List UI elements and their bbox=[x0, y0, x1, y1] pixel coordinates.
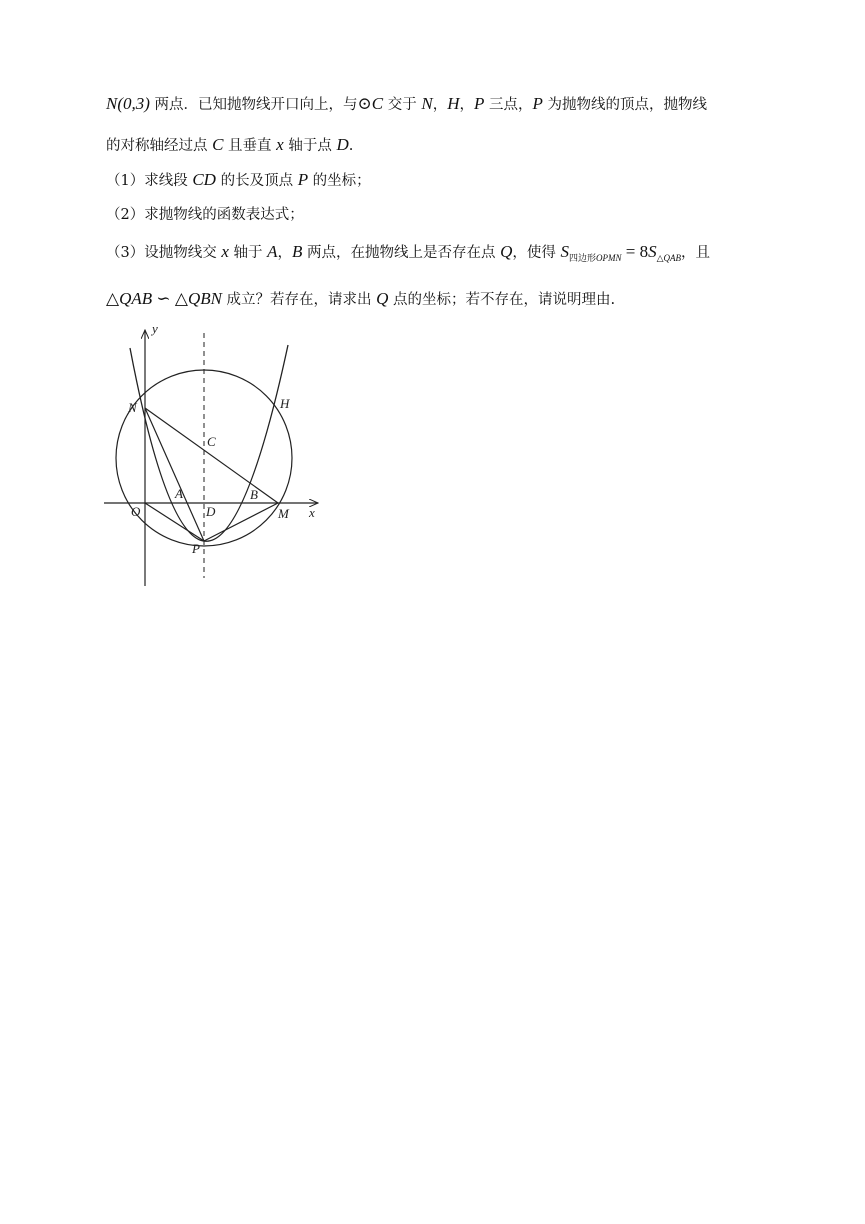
sub-cn: 四边形 bbox=[569, 253, 597, 263]
text: 设抛物线交 bbox=[144, 245, 222, 261]
label-a: A bbox=[175, 486, 183, 501]
label-x: x bbox=[309, 505, 315, 520]
n-point-text: N(0,3) bbox=[106, 94, 150, 113]
text: 两点．已知抛物线开口向上，与 bbox=[149, 97, 358, 113]
label-b: B bbox=[250, 487, 258, 502]
text: 三点， bbox=[484, 97, 533, 113]
text: ，使得 bbox=[512, 245, 561, 261]
var-h: H bbox=[447, 94, 460, 113]
label-c: C bbox=[207, 434, 216, 449]
label-y: y bbox=[152, 321, 158, 336]
var-d: D bbox=[336, 135, 349, 154]
var-b: B bbox=[292, 242, 303, 261]
var-x: x bbox=[276, 135, 284, 154]
question-number: （2） bbox=[106, 207, 145, 223]
text: 交于 bbox=[383, 97, 422, 113]
text: 求线段 bbox=[144, 173, 193, 189]
segment-nm bbox=[145, 408, 278, 503]
text: . bbox=[348, 138, 354, 154]
triangle-qbn: △QBN bbox=[174, 289, 222, 308]
text: 轴于点 bbox=[283, 138, 337, 154]
text: 成立？若存在，请求出 bbox=[221, 292, 377, 308]
circle-symbol: ⊙ bbox=[357, 94, 372, 113]
text: 为抛物线的顶点，抛物线 bbox=[542, 97, 707, 113]
var-c: C bbox=[212, 135, 224, 154]
var-p: P bbox=[297, 170, 309, 189]
var-c: C bbox=[371, 94, 384, 113]
var-cd: CD bbox=[192, 170, 216, 189]
var-n: N bbox=[421, 94, 433, 113]
text: ， bbox=[432, 97, 448, 113]
var-a: A bbox=[267, 242, 278, 261]
text: 点的坐标；若不存在，请说明理由. bbox=[388, 292, 616, 308]
sub-tri: △ bbox=[656, 253, 664, 263]
similar-symbol: ∽ bbox=[152, 289, 175, 308]
question-number: （3） bbox=[106, 245, 145, 261]
text: 的长及顶点 bbox=[215, 173, 298, 189]
label-d: D bbox=[206, 504, 216, 519]
area-s1: S bbox=[560, 242, 569, 261]
sub-it: QAB bbox=[663, 253, 682, 263]
var-p: P bbox=[473, 94, 485, 113]
segment-np bbox=[145, 408, 204, 541]
text: 轴于 bbox=[228, 245, 268, 261]
var-x: x bbox=[221, 242, 229, 261]
text: ， bbox=[277, 245, 292, 261]
label-h: H bbox=[280, 396, 290, 411]
text: ， bbox=[459, 97, 474, 113]
sub-it: OPMN bbox=[596, 253, 622, 263]
var-p: P bbox=[532, 94, 543, 113]
text: 两点，在抛物线上是否存在点 bbox=[302, 245, 501, 261]
text: ，且 bbox=[681, 245, 711, 261]
question-number: （1） bbox=[106, 173, 145, 189]
label-m: M bbox=[278, 506, 289, 521]
text: 求抛物线的函数表达式； bbox=[144, 207, 304, 223]
area-s2: S bbox=[648, 242, 657, 261]
text: 的对称轴经过点 bbox=[106, 138, 213, 154]
text: 且垂直 bbox=[223, 138, 277, 154]
var-q: Q bbox=[376, 289, 389, 308]
equals-8: = 8 bbox=[621, 242, 649, 261]
label-n: N bbox=[128, 400, 137, 415]
var-q: Q bbox=[500, 242, 513, 261]
text: 的坐标； bbox=[308, 173, 371, 189]
triangle-qab: △QAB bbox=[106, 289, 153, 308]
label-p: P bbox=[192, 541, 200, 556]
label-o: O bbox=[131, 504, 141, 519]
